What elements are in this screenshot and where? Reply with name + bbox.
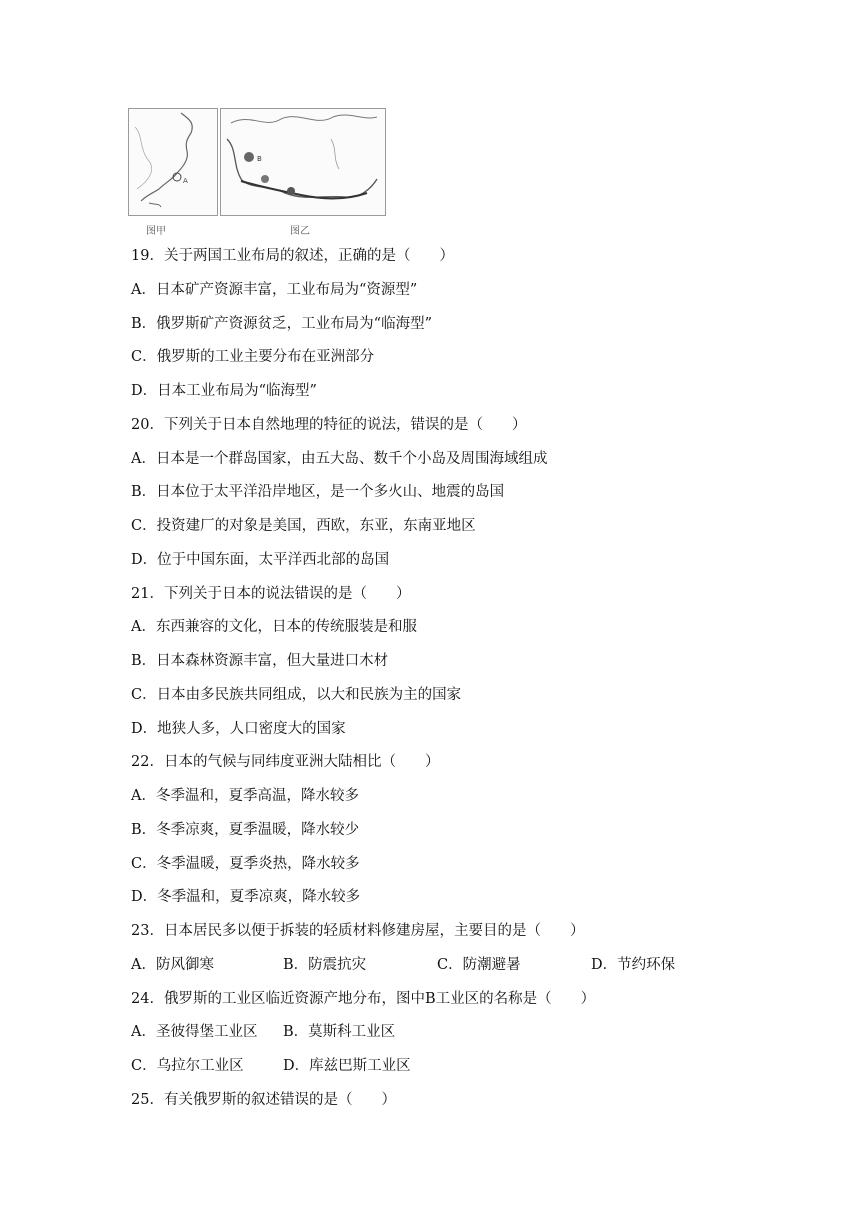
option-20-c: C．投资建厂的对象是美国，西欧，东亚，东南亚地区 bbox=[131, 518, 476, 534]
question-20-stem: 20．下列关于日本自然地理的特征的说法，错误的是（ ） bbox=[131, 417, 527, 433]
question-22-stem: 22．日本的气候与同纬度亚洲大陆相比（ ） bbox=[131, 754, 440, 770]
map-figure bbox=[128, 108, 388, 238]
option-21-b: B．日本森林资源丰富，但大量进口木材 bbox=[131, 653, 389, 669]
option-22-a: A．冬季温和，夏季高温，降水较多 bbox=[131, 788, 359, 804]
option-19-d: D．日本工业布局为“临海型” bbox=[131, 383, 317, 399]
option-23-b: B．防震抗灾 bbox=[283, 957, 367, 973]
figure-caption-b: 图乙 bbox=[290, 226, 310, 237]
option-23-c: C．防潮避暑 bbox=[437, 957, 521, 973]
option-22-b: B．冬季凉爽，夏季温暖，降水较少 bbox=[131, 822, 360, 838]
option-19-b: B．俄罗斯矿产资源贫乏，工业布局为“临海型” bbox=[131, 316, 432, 332]
option-19-a: A．日本矿产资源丰富，工业布局为“资源型” bbox=[131, 282, 418, 298]
question-21-stem: 21．下列关于日本的说法错误的是（ ） bbox=[131, 586, 411, 602]
option-24-a: A．圣彼得堡工业区 bbox=[131, 1024, 258, 1040]
option-23-a: A．防风御寒 bbox=[131, 957, 214, 973]
option-19-c: C．俄罗斯的工业主要分布在亚洲部分 bbox=[131, 349, 375, 365]
option-20-d: D．位于中国东面，太平洋西北部的岛国 bbox=[131, 552, 390, 568]
figure-caption-a: 图甲 bbox=[146, 226, 166, 237]
option-24-b: B．莫斯科工业区 bbox=[283, 1024, 396, 1040]
question-19-stem: 19．关于两国工业布局的叙述，正确的是（ ） bbox=[131, 248, 454, 264]
option-23-d: D．节约环保 bbox=[591, 957, 676, 973]
option-22-d: D．冬季温和，夏季凉爽，降水较多 bbox=[131, 889, 361, 905]
option-24-c: C．乌拉尔工业区 bbox=[131, 1058, 244, 1074]
svg-text:B: B bbox=[257, 155, 262, 163]
option-21-d: D．地狭人多，人口密度大的国家 bbox=[131, 721, 346, 737]
question-23-stem: 23．日本居民多以便于拆装的轻质材料修建房屋，主要目的是（ ） bbox=[131, 923, 585, 939]
option-20-a: A．日本是一个群岛国家，由五大岛、数千个小岛及周围海域组成 bbox=[131, 451, 548, 467]
option-22-c: C．冬季温暖，夏季炎热，降水较多 bbox=[131, 856, 360, 872]
question-25-stem: 25．有关俄罗斯的叙述错误的是（ ） bbox=[131, 1092, 396, 1108]
question-24-stem: 24．俄罗斯的工业区临近资源产地分布，图中B工业区的名称是（ ） bbox=[131, 991, 596, 1007]
japan-map bbox=[128, 108, 218, 216]
svg-text:A: A bbox=[183, 177, 188, 185]
russia-map bbox=[220, 108, 386, 216]
option-20-b: B．日本位于太平洋沿岸地区，是一个多火山、地震的岛国 bbox=[131, 484, 505, 500]
option-21-a: A．东西兼容的文化，日本的传统服装是和服 bbox=[131, 619, 417, 635]
option-24-d: D．库兹巴斯工业区 bbox=[283, 1058, 411, 1074]
option-21-c: C．日本由多民族共同组成，以大和民族为主的国家 bbox=[131, 687, 462, 703]
